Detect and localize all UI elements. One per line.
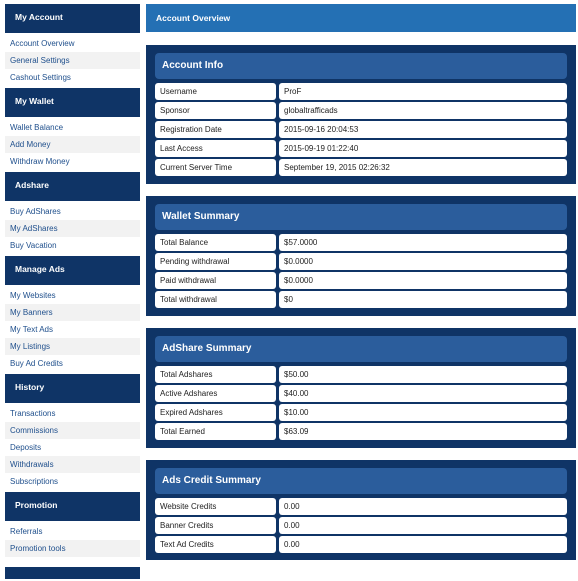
field-value: ProF	[279, 83, 567, 100]
sidebar-heading-my-wallet: My Wallet	[5, 88, 140, 117]
field-value: $0.0000	[279, 272, 567, 289]
table-row	[155, 423, 567, 440]
panel-title: AdShare Summary	[155, 336, 567, 362]
adshare-summary-panel	[146, 328, 576, 448]
field-value: $50.00	[279, 366, 567, 383]
field-label: Pending withdrawal	[155, 253, 276, 270]
panel-title: Ads Credit Summary	[155, 468, 567, 494]
table-row	[155, 404, 567, 421]
sidebar-item-promotion-tools[interactable]: Promotion tools	[5, 540, 140, 557]
field-value: $0.0000	[279, 253, 567, 270]
table-row	[155, 159, 567, 176]
sidebar-item-deposits[interactable]: Deposits	[5, 439, 140, 456]
table-row	[155, 291, 567, 308]
field-label: Last Access	[155, 140, 276, 157]
field-label: Total Adshares	[155, 366, 276, 383]
field-value: September 19, 2015 02:26:32	[279, 159, 567, 176]
wallet-summary-panel	[146, 196, 576, 316]
field-value: $40.00	[279, 385, 567, 402]
field-value: 0.00	[279, 517, 567, 534]
field-label: Sponsor	[155, 102, 276, 119]
table-row	[155, 366, 567, 383]
table-row	[155, 536, 567, 553]
panel-title: Wallet Summary	[155, 204, 567, 230]
field-label: Registration Date	[155, 121, 276, 138]
sidebar-item-wallet-balance[interactable]: Wallet Balance	[5, 119, 140, 136]
field-value: 0.00	[279, 536, 567, 553]
sidebar-item-buy-vacation[interactable]: Buy Vacation	[5, 237, 140, 254]
field-value: $10.00	[279, 404, 567, 421]
sidebar-item-transactions[interactable]: Transactions	[5, 405, 140, 422]
field-value: globaltrafficads	[279, 102, 567, 119]
field-label: Total Balance	[155, 234, 276, 251]
field-label: Text Ad Credits	[155, 536, 276, 553]
sidebar	[5, 4, 140, 581]
sidebar-item-my-listings[interactable]: My Listings	[5, 338, 140, 355]
field-value: $63.09	[279, 423, 567, 440]
sidebar-heading-adshare: Adshare	[5, 172, 140, 201]
sidebar-item-general-settings[interactable]: General Settings	[5, 52, 140, 69]
sidebar-item-my-text-ads[interactable]: My Text Ads	[5, 321, 140, 338]
table-row	[155, 498, 567, 515]
table-row	[155, 272, 567, 289]
field-label: Banner Credits	[155, 517, 276, 534]
field-label: Expired Adshares	[155, 404, 276, 421]
sidebar-item-my-banners[interactable]: My Banners	[5, 304, 140, 321]
table-row	[155, 517, 567, 534]
field-label: Current Server Time	[155, 159, 276, 176]
account-info-panel	[146, 45, 576, 184]
sidebar-item-referrals[interactable]: Referrals	[5, 523, 140, 540]
field-label: Total Earned	[155, 423, 276, 440]
field-label: Website Credits	[155, 498, 276, 515]
sidebar-heading-manage-ads: Manage Ads	[5, 256, 140, 285]
ads-credit-summary-panel	[146, 460, 576, 560]
table-row	[155, 121, 567, 138]
table-row	[155, 385, 567, 402]
field-label: Active Adshares	[155, 385, 276, 402]
sidebar-item-buy-ad-credits[interactable]: Buy Ad Credits	[5, 355, 140, 372]
sidebar-item-subscriptions[interactable]: Subscriptions	[5, 473, 140, 490]
field-label: Username	[155, 83, 276, 100]
field-value: 0.00	[279, 498, 567, 515]
sidebar-item-account-overview[interactable]: Account Overview	[5, 35, 140, 52]
field-label: Total withdrawal	[155, 291, 276, 308]
panel-title: Account Info	[155, 53, 567, 79]
sidebar-heading-promotion: Promotion	[5, 492, 140, 521]
table-row	[155, 234, 567, 251]
page-title-bar: Account Overview	[146, 4, 576, 32]
sidebar-item-withdrawals[interactable]: Withdrawals	[5, 456, 140, 473]
sidebar-item-withdraw-money[interactable]: Withdraw Money	[5, 153, 140, 170]
table-row	[155, 83, 567, 100]
sidebar-heading-history: History	[5, 374, 140, 403]
sidebar-item-my-adshares[interactable]: My AdShares	[5, 220, 140, 237]
sidebar-item-add-money[interactable]: Add Money	[5, 136, 140, 153]
field-label: Paid withdrawal	[155, 272, 276, 289]
table-row	[155, 102, 567, 119]
field-value: $57.0000	[279, 234, 567, 251]
sidebar-item-cashout-settings[interactable]: Cashout Settings	[5, 69, 140, 86]
table-row	[155, 140, 567, 157]
sidebar-item-commissions[interactable]: Commissions	[5, 422, 140, 439]
sidebar-item-my-websites[interactable]: My Websites	[5, 287, 140, 304]
sidebar-heading-next-section	[5, 567, 140, 579]
field-value: $0	[279, 291, 567, 308]
field-value: 2015-09-16 20:04:53	[279, 121, 567, 138]
sidebar-heading-my-account: My Account	[5, 4, 140, 33]
table-row	[155, 253, 567, 270]
field-value: 2015-09-19 01:22:40	[279, 140, 567, 157]
sidebar-item-buy-adshares[interactable]: Buy AdShares	[5, 203, 140, 220]
